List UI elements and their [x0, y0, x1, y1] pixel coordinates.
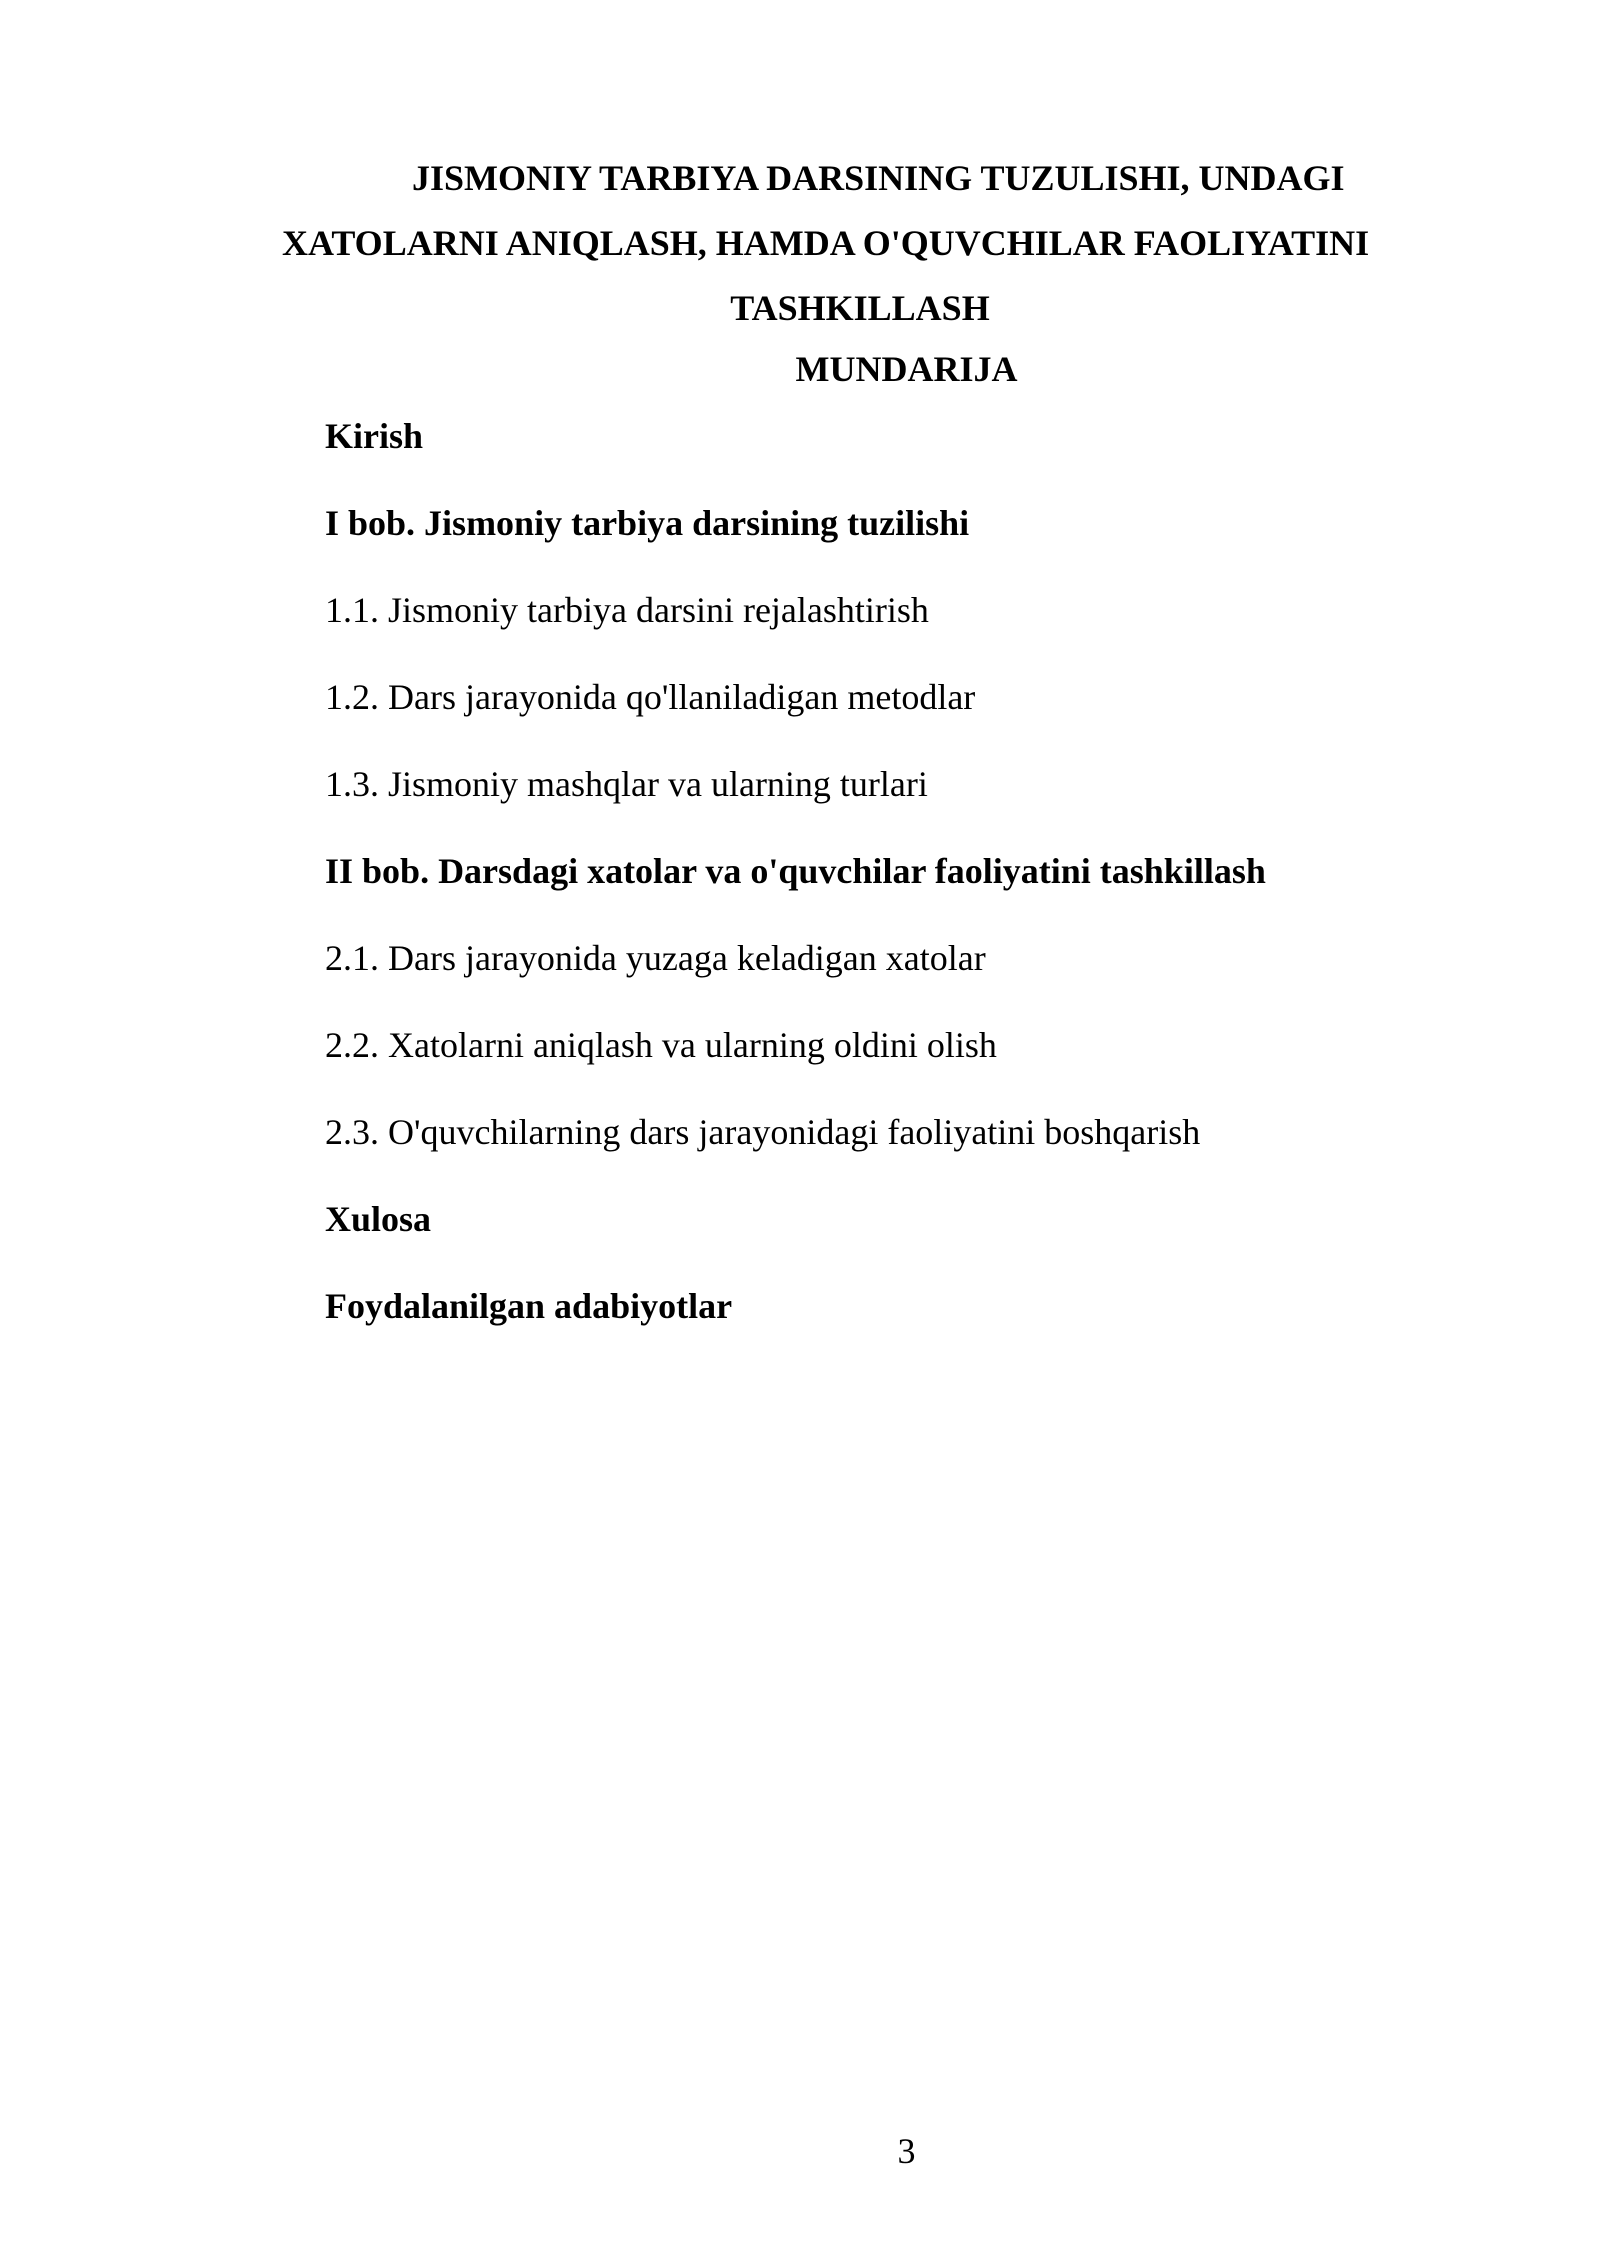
- table-of-contents: [325, 408, 1525, 1365]
- toc-item-kirish: Kirish: [325, 416, 424, 456]
- toc-section-2-2: 2.2. Xatolarni aniqlash va ularning oldini olish: [325, 1025, 997, 1065]
- toc-section-1-2: 1.2. Dars jarayonida qo'llaniladigan metodlar: [325, 677, 976, 717]
- toc-item-references: Foydalanilgan adabiyotlar: [325, 1286, 733, 1326]
- toc-section-2-1: 2.1. Dars jarayonida yuzaga keladigan xatolar: [325, 938, 986, 978]
- contents-heading: MUNDARIJA: [795, 349, 1018, 389]
- title-line-1: JISMONIY TARBIYA DARSINING TUZULISHI, UNDAGI: [412, 158, 1345, 198]
- toc-chapter-2: II bob. Darsdagi xatolar va o'quvchilar faoliyatini tashkillash: [325, 851, 1266, 891]
- toc-section-1-1: 1.1. Jismoniy tarbiya darsini rejalashtirish: [325, 590, 929, 630]
- toc-chapter-1: I bob. Jismoniy tarbiya darsining tuzilishi: [325, 503, 970, 543]
- title-line-2: XATOLARNI ANIQLASH, HAMDA O'QUVCHILAR FAOLIYATINI: [282, 223, 1370, 263]
- page-number: 3: [897, 2131, 916, 2171]
- toc-section-1-3: 1.3. Jismoniy mashqlar va ularning turlari: [325, 764, 928, 804]
- document-title: [270, 146, 1450, 341]
- toc-item-xulosa: Xulosa: [325, 1199, 432, 1239]
- toc-section-2-3: 2.3. O'quvchilarning dars jarayonidagi faoliyatini boshqarish: [325, 1112, 1201, 1152]
- title-line-3: TASHKILLASH: [730, 288, 990, 328]
